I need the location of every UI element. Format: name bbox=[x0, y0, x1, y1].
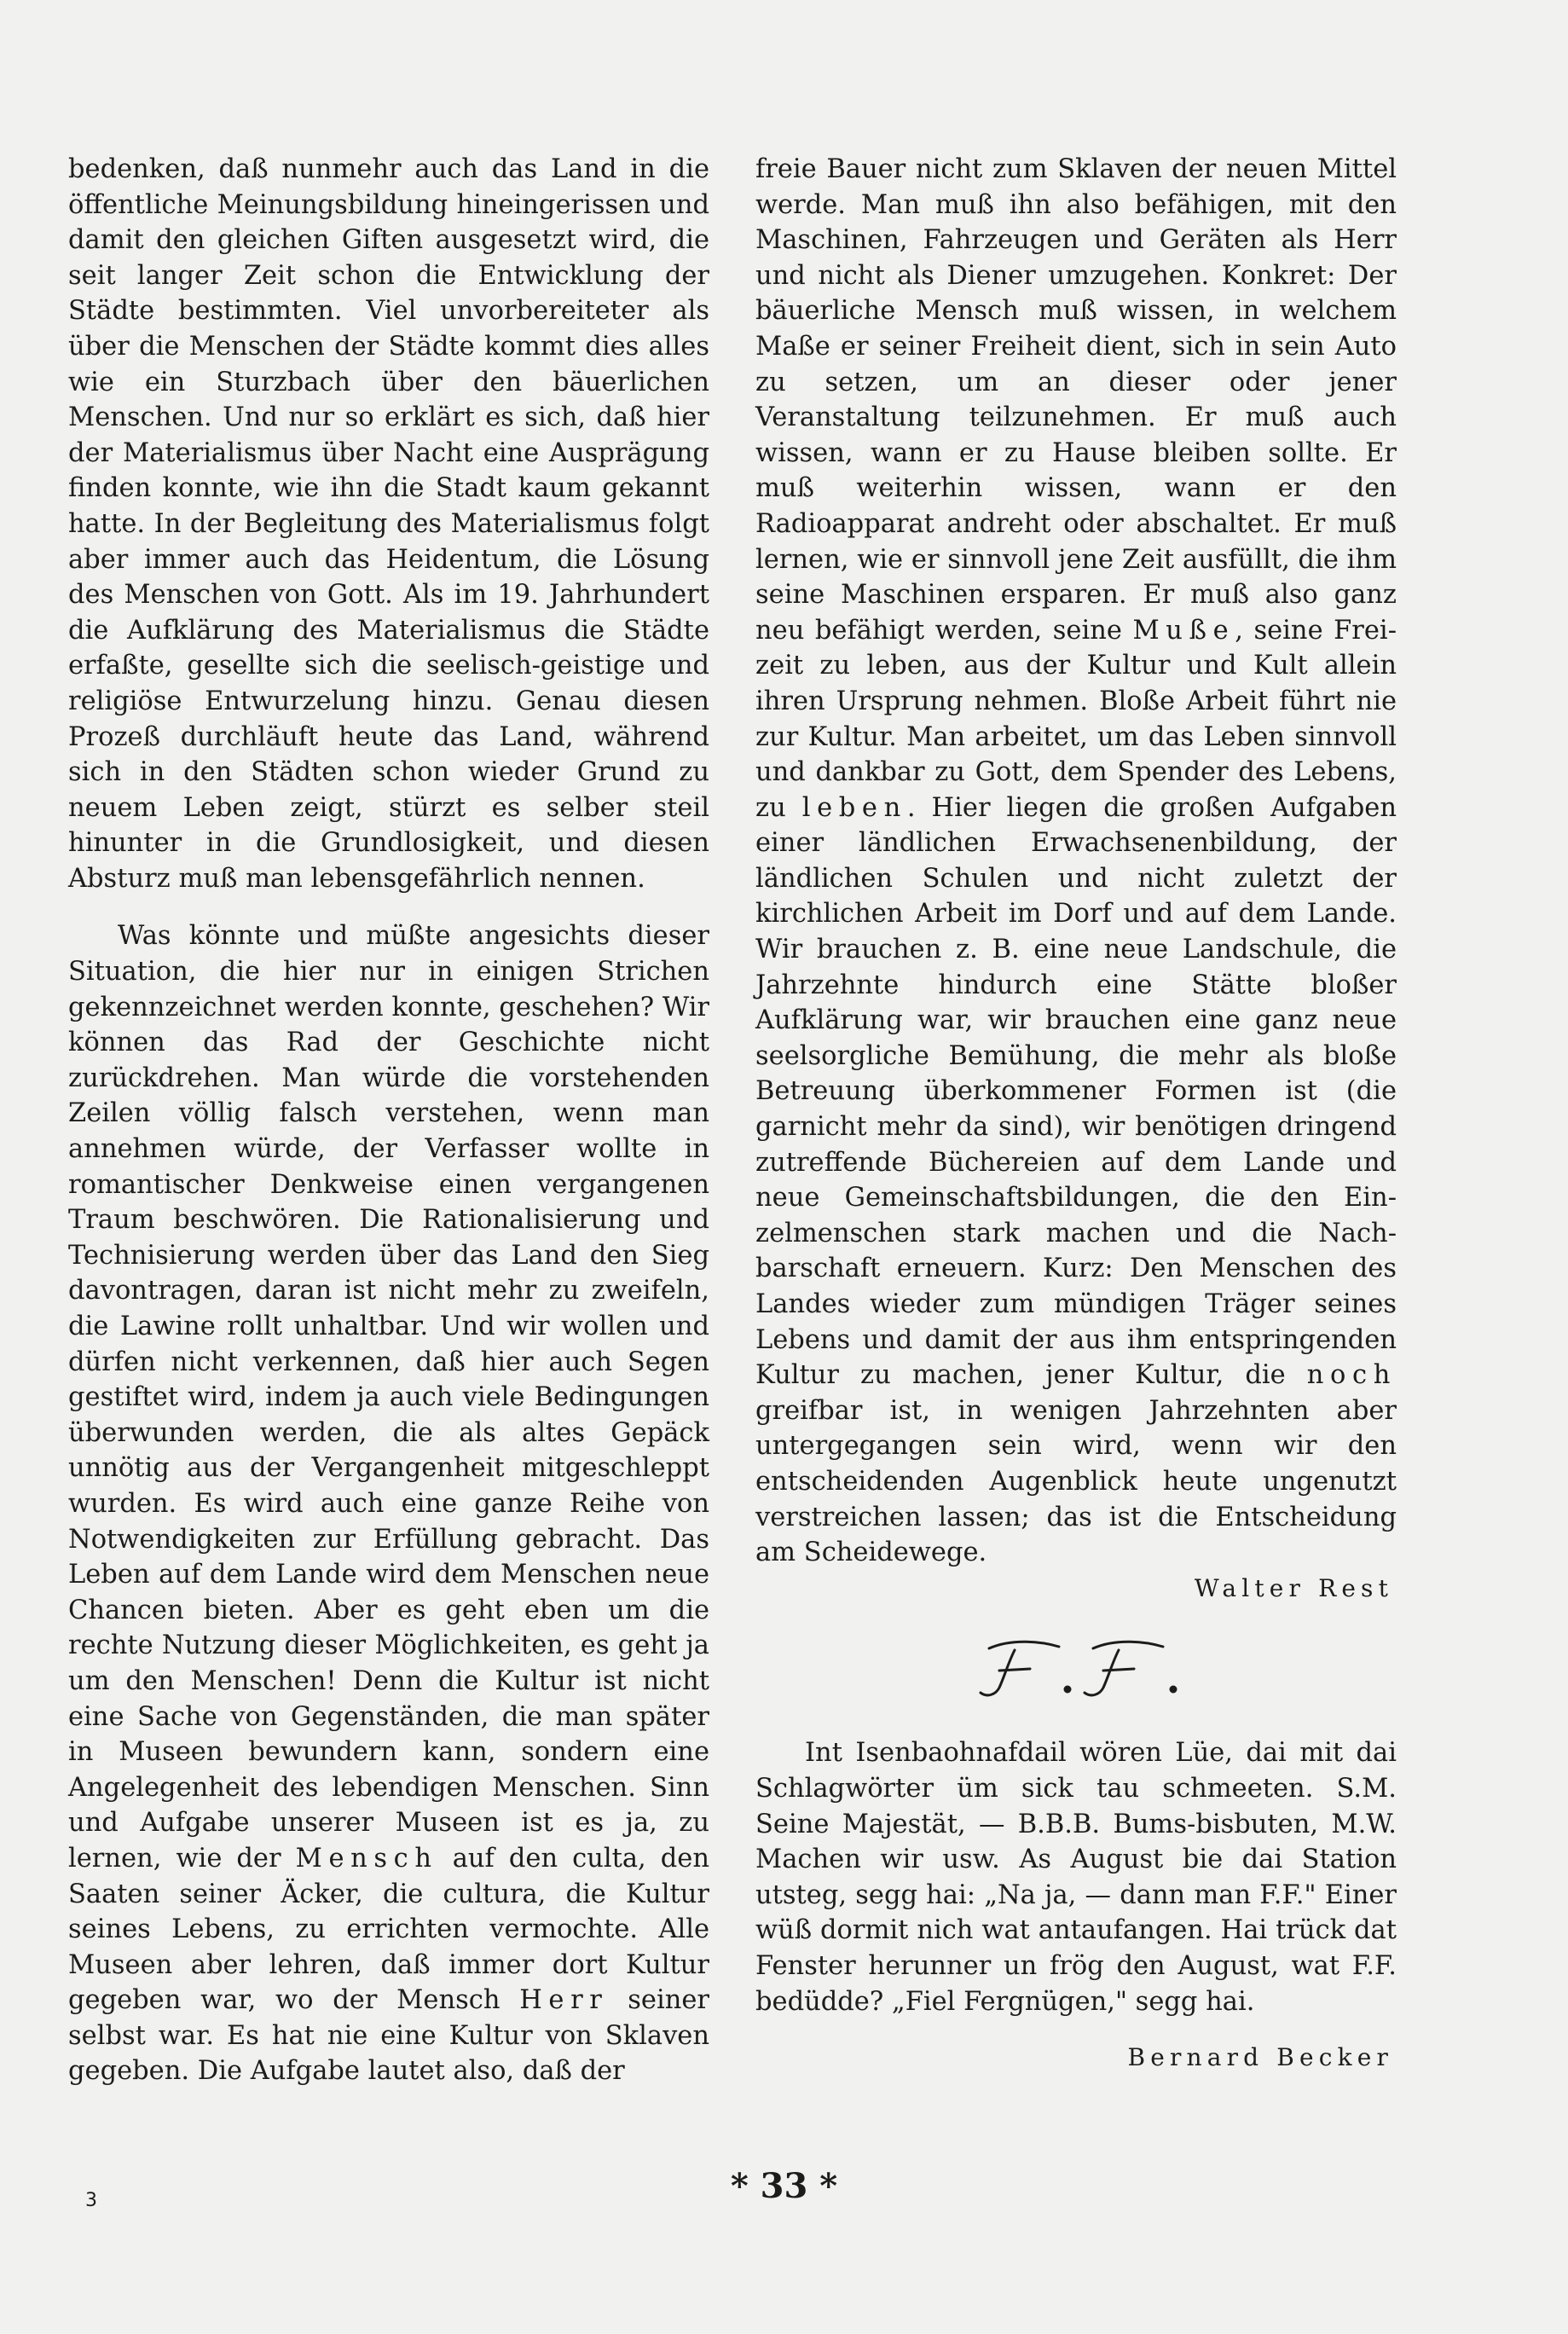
emphasis-leben: leben bbox=[801, 792, 907, 823]
emphasis-mensch: Mensch bbox=[295, 1843, 438, 1874]
emphasis-herr: Herr bbox=[519, 1985, 609, 2016]
paragraph: freie Bauer nicht zum Sklaven der neuen Mittel werde. Man muß ihn also befähigen, mit den Maschinen, Fahrzeugen und Geräten als Herr und nicht als Diener umzugehen. Konkret: Der bäuerliche Mensch muß wissen, in welchem Maße er seiner Freiheit dient, sich in sein Auto zu setzen, um an dieser oder jener Veranstaltung teilzunehmen. Er muß auch wissen, wann er zu Hause bleiben sollte. Er muß weiterhin wissen, wann er den Radioapparat andreht oder abschaltet. Er muß lernen, wie er sinnvoll jene Zeit ausfüllt, die ihm seine Maschinen ersparen. Er muß also ganz neu befähigt werden, seine Muße, seine Freizeit zu leben, aus der Kultur und Kult allein ihren Ursprung nehmen. Bloße Arbeit führt nie zur Kultur. Man arbeitet, um das Leben sinnvoll und dankbar zu Gott, dem Spender des Lebens, zu leben. Hier liegen die großen Aufgaben einer ländlichen Erwachsenenbildung, der ländlichen Schulen und nicht zuletzt der kirchlichen Arbeit im Dorf und auf dem Lande. Wir brauchen z. B. eine neue Landschule, die Jahrzehnte hindurch eine Stätte bloßer Aufklärung war, wir brauchen eine ganz neue seelsorgliche Bemühung, die mehr als bloße Betreuung überkommener Formen ist (die garnicht mehr da sind), wir benötigen dringend zutreffende Büchereien auf dem Lande und neue Gemeinschaftsbildungen, die den Einzelmenschen stark machen und die Nachbarschaft erneuern. Kurz: Den Menschen des Landes wieder zum mündigen Träger seines Lebens und damit der aus ihm entspringenden Kultur zu machen, jener Kultur, die noch greifbar ist, in wenigen Jahrzehnten aber untergegangen sein wird, wenn wir den entscheidenden Augenblick heute ungenutzt verstreichen lassen; das ist die Entscheidung am Scheidewege. bbox=[755, 154, 1397, 1568]
right-column bbox=[755, 152, 1397, 2076]
emphasis-noch: noch bbox=[1306, 1360, 1397, 1391]
paragraph: bedenken, daß nunmehr auch das Land in die öffentliche Meinungsbildung hineingerissen und damit den gleichen Giften ausgesetzt wird, die seit langer Zeit schon die Entwicklung der Städte bestimmten. Viel unvorbereiteter als über die Menschen der Städte kommt dies alles wie ein Sturzbach über den bäuerlichen Menschen. Und nur so erklärt es sich, daß hier der Materialismus über Nacht eine Ausprägung finden konnte, wie ihn die Stadt kaum gekannt hatte. In der Begleitung des Materialismus folgt aber immer auch das Heidentum, die Lösung des Menschen von Gott. Als im 19. Jahrhundert die Aufklärung des Materialismus die Städte erfaßte, gesellte sich die seelisch-geistige und religiöse Entwurzelung hinzu. Genau diesen Prozeß durchläuft heute das Land, während sich in den Städten schon wieder Grund zu neuem Leben zeigt, stürzt es selber steil hinunter in die Grundlosigkeit, und diesen Absturz muß man lebensgefährlich nennen. bbox=[68, 154, 709, 894]
script-ff-heading bbox=[965, 1630, 1187, 1706]
paragraph: Int Isenbaohnafdail wören Lüe, dai mit dai Schlagwörter üm sick tau schmeeten. S.M. Seine Majestät, — B.B.B. Bums-bisbuten, M.W. Machen wir usw. As August bie dai Station utsteg, segg hai: „Na ja, — dann man F.F." Einer wüß dormit nich wat antaufangen. Hai trück dat Fenster herunner un frög den August, wat F.F. bedüdde? „Fiel Fergnügen," segg hai. bbox=[755, 1738, 1397, 2017]
page-number: * 33 * bbox=[730, 2166, 838, 2206]
section-title-ff bbox=[755, 1630, 1397, 1706]
emphasis-musse: Muße bbox=[1132, 615, 1235, 646]
author-signature: Bernard Becker bbox=[1127, 2043, 1393, 2072]
author-signature: Walter Rest bbox=[1194, 1573, 1393, 1602]
left-column bbox=[68, 152, 709, 2089]
paragraph: Was könnte und müßte angesichts dieser Situation, die hier nur in einigen Strichen gekennzeichnet werden konnte, geschehen? Wir können das Rad der Geschichte nicht zurückdrehen. Man würde die vorstehenden Zeilen völlig falsch verstehen, wenn man annehmen würde, der Verfasser wollte in romantischer Denkweise einen vergangenen Traum beschwören. Die Rationalisierung und Technisierung werden über das Land den Sieg davontragen, daran ist nicht mehr zu zweifeln, die Lawine rollt unhaltbar. Und wir wollen und dürfen nicht verkennen, daß hier auch Segen gestiftet wird, indem ja auch viele Bedingungen überwunden werden, die als altes Gepäck unnötig aus der Vergangenheit mitgeschleppt wurden. Es wird auch eine ganze Reihe von Notwendigkeiten zur Erfüllung gebracht. Das Leben auf dem Lande wird dem Menschen neue Chancen bieten. Aber es geht eben um die rechte Nutzung dieser Möglichkeiten, es geht ja um den Menschen! Denn die Kultur ist nicht eine Sache von Gegenständen, die man später in Museen bewundern kann, sondern eine Angelegenheit des lebendigen Menschen. Sinn und Aufgabe unserer Museen ist es ja, zu lernen, wie der Mensch auf den culta, den Saaten seiner Äcker, die cultura, die Kultur seines Lebens, zu errichten vermochte. Alle Museen aber lehren, daß immer dort Kultur gegeben war, wo der Mensch Herr seiner selbst war. Es hat nie eine Kultur von Sklaven gegeben. Die Aufgabe lautet also, daß der bbox=[68, 921, 709, 2087]
footnote-number: 3 bbox=[85, 2190, 97, 2211]
